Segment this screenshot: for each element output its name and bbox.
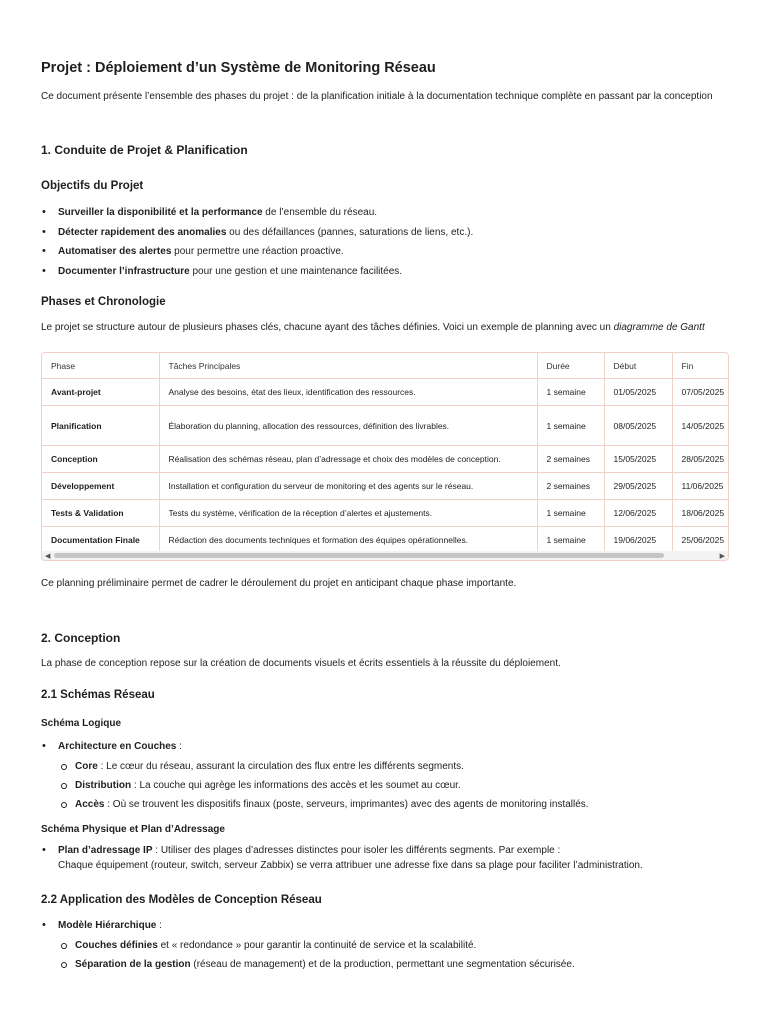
list-item: • Architecture en Couches : Core : Le cœur du réseau, assurant la circulation des flux entre les différents segments. Distribution : La couche qui agrège les informations des accès et les soumet au cœur. Accès : Où se trouvent les dispositifs finaux (poste, serveurs, imprimantes) avec des agents de monitoring installés. — [41, 737, 589, 814]
scroll-left-arrow-icon[interactable]: ◀ — [45, 553, 51, 560]
cell-fin: 14/05/2025 — [672, 406, 729, 446]
list-item: • Surveiller la disponibilité et la performance de l’ensemble du réseau. — [41, 203, 473, 223]
list-item: • Détecter rapidement des anomalies ou des défaillances (pannes, saturations de liens, etc.). — [41, 223, 473, 243]
list-item: Séparation de la gestion (réseau de management) et de la production, permettant une segmentation sécurisée. — [58, 955, 575, 974]
cell-phase: Planification — [42, 406, 159, 446]
table-row — [42, 406, 729, 446]
list-item: • Plan d’adressage IP : Utiliser des plages d’adresses distinctes pour isoler les différents segments. Par exemple : Chaque équipement (routeur, switch, serveur Zabbix) se verra attribuer une adresse fixe dans sa plage pour faciliter l’administration. — [41, 843, 643, 873]
cell-phase: Développement — [42, 473, 159, 500]
cell-fin: 25/06/2025 — [672, 527, 729, 554]
cell-phase: Conception — [42, 446, 159, 473]
table-row — [42, 446, 729, 473]
column-header-taches: Tâches Principales — [159, 353, 537, 379]
section-heading-planification: 1. Conduite de Projet & Planification — [41, 143, 248, 157]
column-header-debut: Début — [604, 353, 672, 379]
cell-taches: Élaboration du planning, allocation des ressources, définition des livrables. — [159, 406, 537, 446]
list-item: Distribution : La couche qui agrège les informations des accès et les soumet au cœur. — [58, 776, 589, 795]
cell-duree: 1 semaine — [537, 406, 604, 446]
cell-duree: 2 semaines — [537, 446, 604, 473]
scrollbar-thumb[interactable] — [54, 553, 664, 558]
list-item: • Automatiser des alertes pour permettre une réaction proactive. — [41, 242, 473, 262]
cell-fin: 11/06/2025 — [672, 473, 729, 500]
column-header-fin: Fin — [672, 353, 729, 379]
document-title: Projet : Déploiement d’un Système de Monitoring Réseau — [41, 60, 436, 76]
cell-debut: 08/05/2025 — [604, 406, 672, 446]
cell-debut: 19/06/2025 — [604, 527, 672, 554]
modele-items-list — [58, 936, 575, 974]
objectifs-list — [41, 203, 473, 281]
cell-duree: 1 semaine — [537, 379, 604, 406]
table-row — [42, 379, 729, 406]
modeles-conception-heading: 2.2 Application des Modèles de Conception Réseau — [41, 894, 322, 906]
phases-intro: Le projet se structure autour de plusieurs phases clés, chacune ayant des tâches définies. Voici un exemple de planning avec un diagramme de Gantt — [41, 322, 705, 333]
couches-list — [58, 757, 589, 814]
table-row — [42, 473, 729, 500]
cell-taches: Rédaction des documents techniques et formation des équipes opérationnelles. — [159, 527, 537, 554]
objectifs-heading: Objectifs du Projet — [41, 180, 144, 192]
table-row — [42, 500, 729, 527]
cell-duree: 2 semaines — [537, 473, 604, 500]
list-item: Couches définies et « redondance » pour garantir la continuité de service et la scalabilité. — [58, 936, 575, 955]
phases-heading: Phases et Chronologie — [41, 296, 166, 308]
modeles-list — [41, 916, 575, 974]
cell-phase: Tests & Validation — [42, 500, 159, 527]
horizontal-scrollbar[interactable] — [42, 551, 728, 560]
cell-taches: Analyse des besoins, état des lieux, identification des ressources. — [159, 379, 537, 406]
scroll-right-arrow-icon[interactable]: ▶ — [719, 553, 725, 560]
cell-taches: Tests du système, vérification de la réception d’alertes et ajustements. — [159, 500, 537, 527]
document-intro: Ce document présente l’ensemble des phases du projet : de la planification initiale à la documentation technique complète en passant par la conception — [41, 91, 713, 102]
cell-duree: 1 semaine — [537, 500, 604, 527]
cell-fin: 07/05/2025 — [672, 379, 729, 406]
planning-note: Ce planning préliminaire permet de cadrer le déroulement du projet en anticipant chaque phase importante. — [41, 578, 517, 589]
cell-debut: 01/05/2025 — [604, 379, 672, 406]
list-item: Core : Le cœur du réseau, assurant la circulation des flux entre les différents segments. — [58, 757, 589, 776]
cell-taches: Installation et configuration du serveur de monitoring et des agents sur le réseau. — [159, 473, 537, 500]
column-header-phase: Phase — [42, 353, 159, 379]
list-item: • Documenter l’infrastructure pour une gestion et une maintenance facilitées. — [41, 262, 473, 282]
schema-logique-heading: Schéma Logique — [41, 718, 122, 729]
conception-intro: La phase de conception repose sur la création de documents visuels et écrits essentiels à la réussite du déploiement. — [41, 658, 561, 669]
planning-table — [42, 353, 729, 554]
cell-phase: Documentation Finale — [42, 527, 159, 554]
section-heading-conception: 2. Conception — [41, 631, 121, 645]
cell-taches: Réalisation des schémas réseau, plan d’adressage et choix des modèles de conception. — [159, 446, 537, 473]
list-item: • Modèle Hiérarchique : Couches définies et « redondance » pour garantir la continuité de service et la scalabilité. Séparation de la gestion (réseau de management) et de la production, permettant une segmentation sécurisée. — [41, 916, 575, 974]
table-row — [42, 527, 729, 554]
list-item: Accès : Où se trouvent les dispositifs finaux (poste, serveurs, imprimantes) avec des agents de monitoring installés. — [58, 795, 589, 814]
planning-table-container[interactable] — [41, 352, 729, 561]
cell-debut: 29/05/2025 — [604, 473, 672, 500]
plan-adressage-list — [41, 843, 643, 873]
cell-fin: 18/06/2025 — [672, 500, 729, 527]
cell-phase: Avant-projet — [42, 379, 159, 406]
cell-debut: 15/05/2025 — [604, 446, 672, 473]
column-header-duree: Durée — [537, 353, 604, 379]
cell-fin: 28/05/2025 — [672, 446, 729, 473]
schemas-reseau-heading: 2.1 Schémas Réseau — [41, 689, 155, 701]
architecture-list — [41, 737, 589, 814]
table-header-row — [42, 353, 729, 379]
schema-physique-heading: Schéma Physique et Plan d’Adressage — [41, 824, 225, 835]
cell-duree: 1 semaine — [537, 527, 604, 554]
cell-debut: 12/06/2025 — [604, 500, 672, 527]
